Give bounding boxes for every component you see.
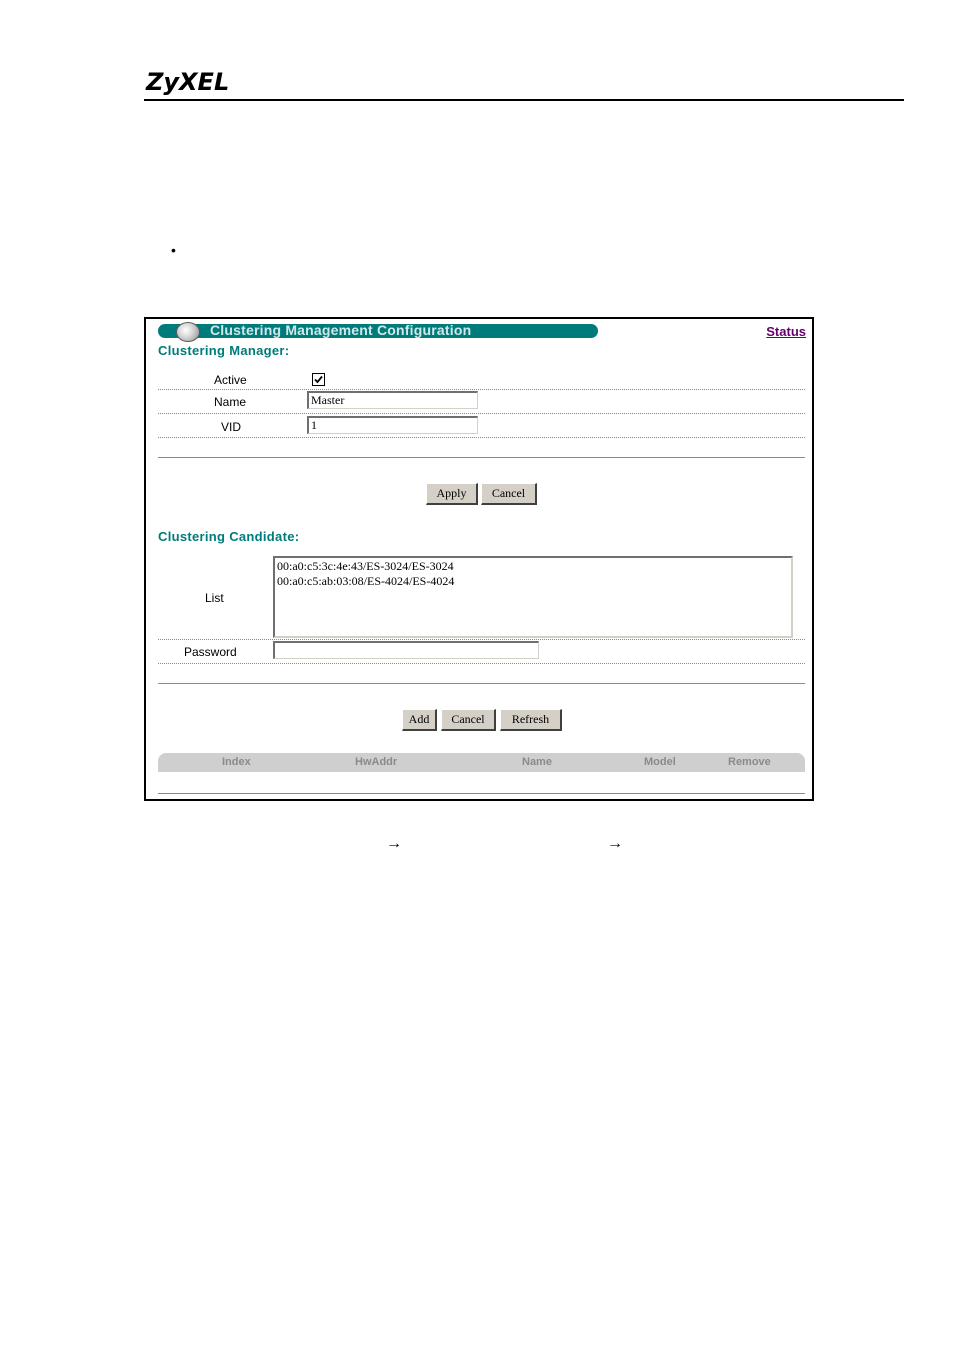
row-divider: [158, 389, 805, 390]
refresh-button[interactable]: Refresh: [500, 709, 562, 731]
column-header-model: Model: [644, 756, 676, 768]
checkmark-icon: [313, 374, 324, 385]
globe-icon: [176, 322, 200, 342]
manager-cancel-button[interactable]: Cancel: [481, 483, 537, 505]
name-label: Name: [214, 395, 247, 409]
apply-button[interactable]: Apply: [426, 483, 478, 505]
list-item[interactable]: 00:a0:c5:3c:4e:43/ES-3024/ES-3024: [277, 559, 454, 573]
list-item[interactable]: 00:a0:c5:ab:03:08/ES-4024/ES-4024: [277, 574, 455, 588]
section-divider: [158, 683, 805, 684]
table-bottom-rule: [158, 793, 805, 794]
panel-title: Clustering Management Configuration: [210, 322, 472, 338]
header-rule: [144, 99, 904, 101]
status-link[interactable]: Status: [766, 324, 806, 339]
row-divider: [158, 437, 805, 438]
active-label: Active: [214, 373, 247, 387]
vid-label: VID: [221, 420, 242, 434]
column-header-name: Name: [522, 756, 552, 768]
bullet-point: •: [171, 242, 176, 258]
name-input[interactable]: [307, 391, 478, 409]
column-header-hwaddr: HwAddr: [355, 756, 398, 768]
members-table-header: [158, 753, 805, 772]
zyxel-logo: ZyXEL: [146, 68, 230, 96]
row-divider: [158, 639, 805, 640]
candidate-cancel-button[interactable]: Cancel: [441, 709, 496, 731]
password-label: Password: [184, 645, 237, 659]
row-divider: [158, 413, 805, 414]
clustering-config-panel: [144, 317, 814, 801]
row-divider: [158, 663, 805, 664]
active-checkbox[interactable]: [312, 373, 325, 386]
vid-input[interactable]: [307, 416, 478, 434]
list-label: List: [205, 591, 224, 605]
arrow-icon: →: [386, 835, 402, 852]
column-header-index: Index: [222, 756, 251, 768]
column-header-remove: Remove: [728, 756, 771, 768]
add-button[interactable]: Add: [402, 709, 437, 731]
clustering-candidate-heading: Clustering Candidate:: [158, 529, 300, 544]
section-divider: [158, 457, 805, 458]
arrow-icon: →: [607, 835, 623, 852]
clustering-manager-heading: Clustering Manager:: [158, 343, 290, 358]
panel-title-bar: [158, 324, 598, 338]
password-input[interactable]: [273, 641, 539, 659]
candidate-listbox[interactable]: [273, 556, 793, 638]
